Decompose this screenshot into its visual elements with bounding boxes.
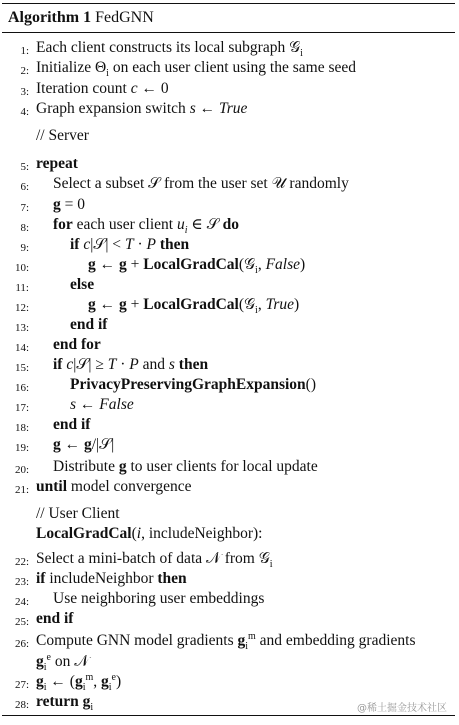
line-text: Use neighboring user embeddings — [53, 590, 265, 607]
line-text: LocalGradCal(i, includeNeighbor): — [36, 525, 263, 542]
line-number: 26: — [14, 638, 29, 650]
line-number: 12: — [14, 302, 29, 314]
line-text: Distribute g to user clients for local update — [53, 458, 318, 475]
line-text: Select a subset 𝒮 from the user set 𝒰 randomly — [53, 175, 349, 192]
line-number: 1: — [20, 45, 29, 57]
line-text: repeat — [36, 155, 78, 172]
line-number: 15: — [14, 362, 29, 374]
line-text: Compute GNN model gradients $g_i^m$ and embedding gradients — [36, 630, 416, 653]
line-text: else — [70, 276, 95, 293]
line-text: Each client constructs its local subgraph 𝒢$_i$ — [36, 39, 303, 60]
line-text: $g_i$ ← ($g_i^m$, $g_i^e$) — [36, 671, 122, 694]
line-number: 20: — [14, 464, 29, 476]
line-number: 4: — [20, 106, 29, 118]
watermark: @稀土掘金技术社区 — [357, 703, 447, 714]
line-number: 10: — [14, 262, 29, 274]
line-number: 24: — [14, 596, 29, 608]
line-text: g ← g + LocalGradCal(𝒢$_i$, False) — [88, 256, 306, 277]
line-number: 28: — [14, 699, 29, 711]
line-number: 8: — [20, 222, 29, 234]
line-number: 3: — [20, 86, 29, 98]
caption-rule — [2, 32, 455, 33]
line-number: 18: — [14, 422, 29, 434]
line-text: // Server — [36, 127, 89, 144]
line-text: Select a mini-batch of data 𝒩 from 𝒢$_i$ — [36, 550, 273, 571]
line-number: 17: — [14, 402, 29, 414]
line-number: 19: — [14, 442, 29, 454]
line-number: 9: — [20, 242, 29, 254]
line-number: 6: — [20, 181, 29, 193]
line-text: g ← g + LocalGradCal(𝒢$_i$, True) — [88, 296, 300, 317]
line-number: 16: — [14, 382, 29, 394]
line-number: 5: — [20, 161, 29, 173]
line-number: 27: — [14, 679, 29, 691]
line-text: Graph expansion switch s ← True — [36, 100, 248, 117]
line-text: if c|𝒮| ≥ T · P and s then — [53, 356, 209, 373]
line-text: Iteration count c ← 0 — [36, 80, 169, 97]
bottom-rule — [2, 715, 455, 716]
line-text: $g_i^e$ on 𝒩 — [36, 651, 90, 674]
line-text: g ← g/|𝒮| — [53, 436, 115, 453]
line-text: PrivacyPreservingGraphExpansion() — [70, 376, 316, 393]
top-rule — [2, 3, 455, 4]
line-number: 22: — [14, 556, 29, 568]
line-number: 2: — [20, 65, 29, 77]
line-number: 23: — [14, 576, 29, 588]
line-text: end if — [53, 416, 91, 433]
line-text: end if — [36, 610, 74, 627]
line-text: end for — [53, 336, 101, 353]
line-number: 11: — [15, 282, 29, 294]
line-text: return $g_i$ — [36, 693, 94, 714]
line-number: 25: — [14, 616, 29, 628]
line-number: 13: — [14, 322, 29, 334]
line-text: g = 0 — [53, 196, 85, 213]
line-text: until model convergence — [36, 478, 192, 495]
line-text: if c|𝒮| < T · P then — [70, 236, 190, 253]
line-text: end if — [70, 316, 108, 333]
line-text: if includeNeighbor then — [36, 570, 187, 587]
line-number: 21: — [14, 484, 29, 496]
caption-label: Algorithm 1 — [8, 9, 92, 26]
line-number: 7: — [20, 202, 29, 214]
line-text: // User Client — [36, 505, 120, 522]
line-number: 14: — [14, 342, 29, 354]
line-text: for each user client $u_i$ ∈ 𝒮 do — [53, 216, 239, 237]
line-text: s ← False — [70, 396, 134, 413]
caption-title: FedGNN — [95, 9, 154, 26]
line-text: Initialize $\Theta_i$ on each user client using the same seed — [36, 59, 356, 80]
algorithm-caption — [8, 9, 154, 27]
